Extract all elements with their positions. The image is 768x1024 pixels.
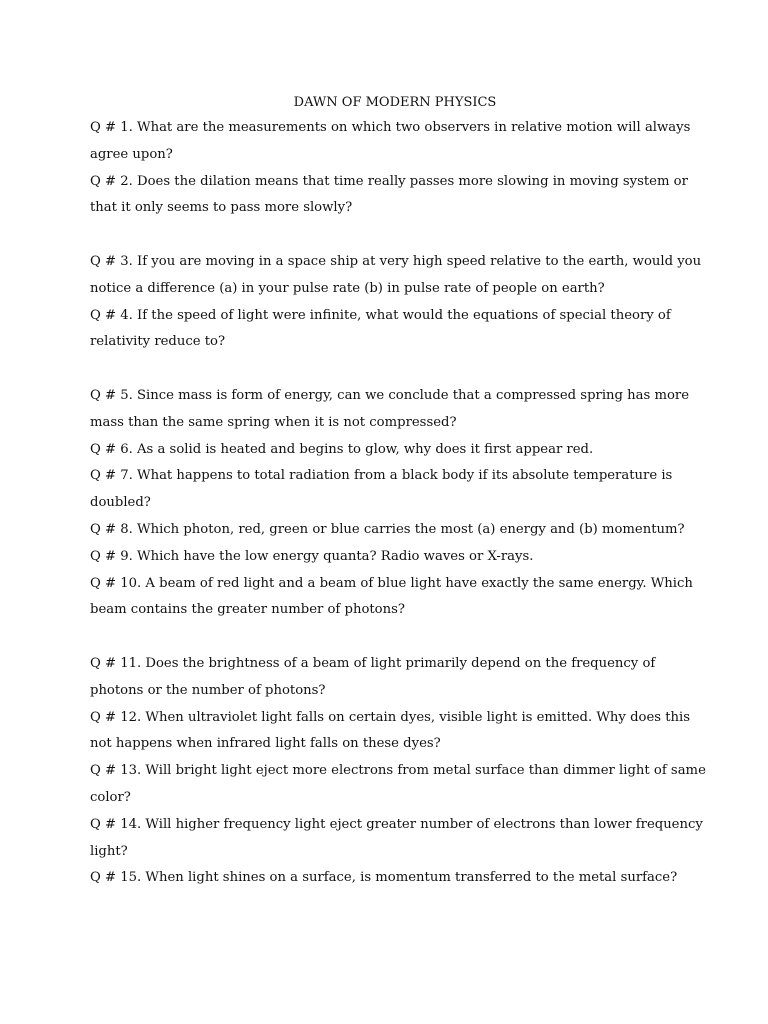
- question-line: Q # 5. Since mass is form of energy, can we conclude that a compressed spring has more: [90, 387, 690, 403]
- question-line: light?: [90, 843, 128, 859]
- question-line: Q # 2. Does the dilation means that time really passes more slowing in moving system or: [90, 173, 688, 189]
- question-line: Q # 1. What are the measurements on which two observers in relative motion will always: [90, 120, 691, 135]
- document-title: DAWN OF MODERN PHYSICS: [293, 95, 497, 110]
- question-line: agree upon?: [90, 146, 173, 162]
- question-line: Q # 6. As a solid is heated and begins to glow, why does it first appear red.: [90, 441, 594, 457]
- question-line: photons or the number of photons?: [90, 682, 326, 698]
- question-line: beam contains the greater number of photons?: [90, 602, 405, 618]
- question-line: relativity reduce to?: [90, 334, 226, 350]
- question-line: not happens when infrared light falls on these dyes?: [90, 736, 441, 752]
- question-line: Q # 12. When ultraviolet light falls on certain dyes, visible light is emitted. Why does this: [90, 709, 690, 725]
- question-line: color?: [90, 789, 131, 805]
- question-line: Q # 15. When light shines on a surface, is momentum transferred to the metal surface?: [90, 870, 678, 886]
- blank-line: [90, 624, 690, 651]
- question-line: Q # 7. What happens to total radiation from a black body if its absolute temperature is: [90, 468, 673, 484]
- blank-line: [90, 222, 690, 249]
- question-line: Q # 9. Which have the low energy quanta? Radio waves or X-rays.: [90, 548, 534, 564]
- question-line: doubled?: [90, 495, 151, 511]
- blank-line: [90, 356, 690, 383]
- question-line: Q # 10. A beam of red light and a beam of blue light have exactly the same energy. Which: [90, 575, 693, 591]
- question-line: Q # 11. Does the brightness of a beam of light primarily depend on the frequency of: [90, 655, 656, 671]
- question-line: mass than the same spring when it is not compressed?: [90, 414, 457, 430]
- question-list: [90, 115, 706, 892]
- question-line: Q # 3. If you are moving in a space ship at very high speed relative to the earth, would you: [90, 253, 702, 269]
- question-line: Q # 4. If the speed of light were infinite, what would the equations of special theory of: [90, 307, 671, 323]
- question-line: that it only seems to pass more slowly?: [90, 200, 353, 216]
- question-line: Q # 14. Will higher frequency light eject greater number of electrons than lower frequency: [90, 816, 703, 832]
- question-line: Q # 13. Will bright light eject more electrons from metal surface than dimmer light of same: [90, 763, 706, 779]
- document-page: [90, 93, 706, 892]
- question-line: notice a difference (a) in your pulse rate (b) in pulse rate of people on earth?: [90, 280, 605, 296]
- question-line: Q # 8. Which photon, red, green or blue carries the most (a) energy and (b) momentum?: [90, 521, 685, 537]
